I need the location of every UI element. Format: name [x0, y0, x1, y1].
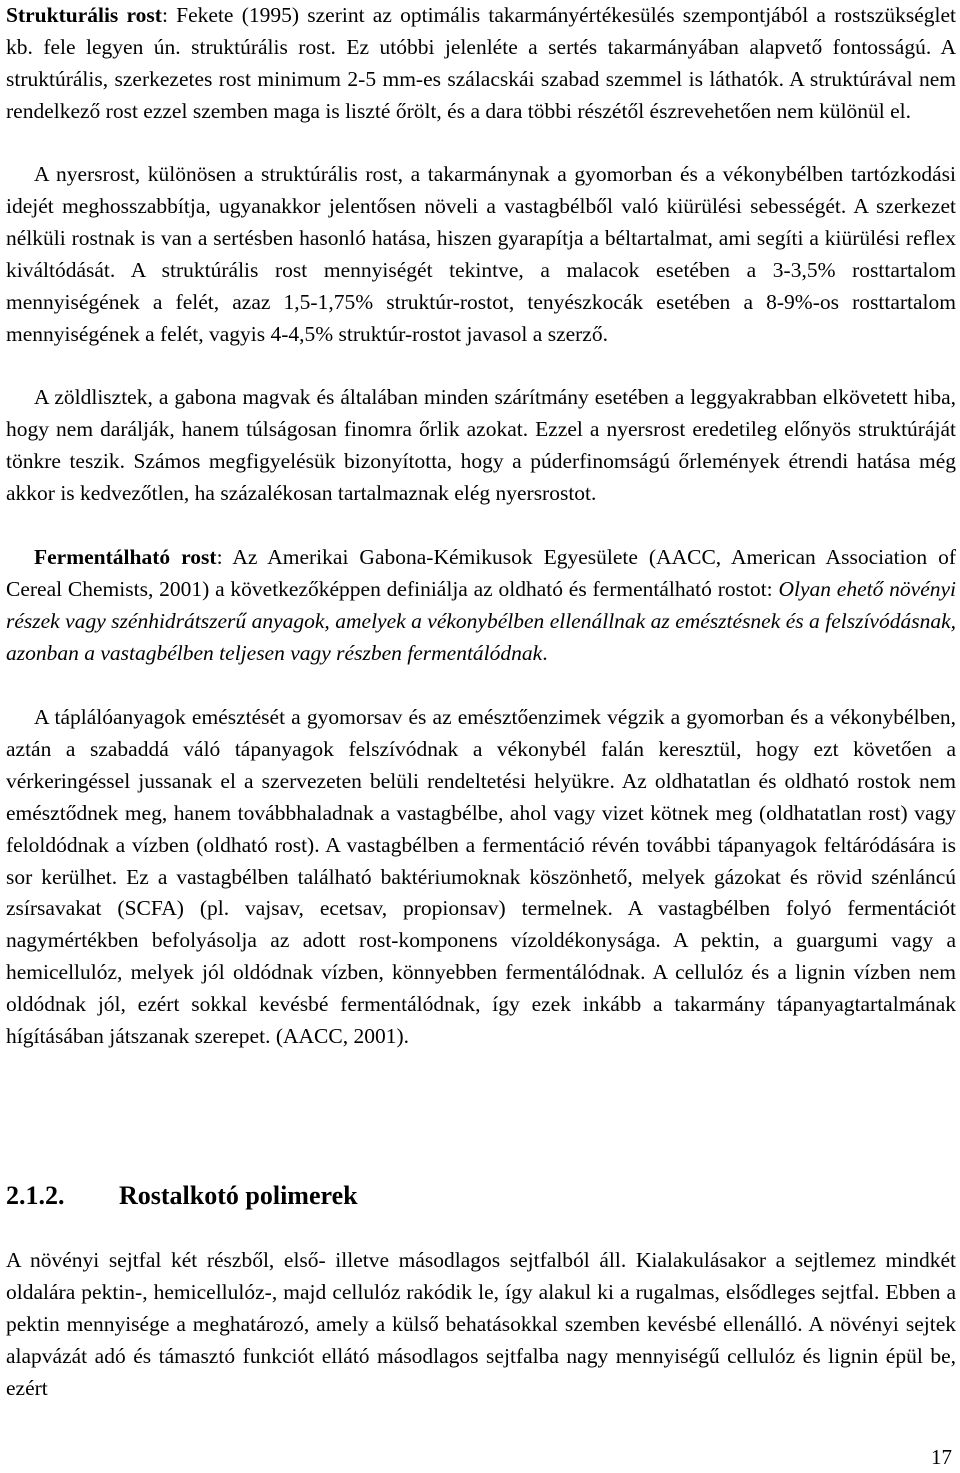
section-heading [6, 1180, 956, 1212]
page-number: 17 [931, 1445, 952, 1469]
paragraph-digestion [6, 702, 956, 1053]
paragraph-text: A növényi sejtfal két részből, első- illetve másodlagos sejtfalból áll. Kialakulásakor a sejtlemez mindkét oldalára pektin-, hemicellulóz-, majd cellulóz rakódik le, így alakul ki a rugalmas, elsődleges sejtfal. Ebben a pektin mennyisége a meghatározó, amely a külső behatásokkal szemben kevésbé ellenálló. A növényi sejtek alapvázát adó és támasztó funkciót ellátó másodlagos sejtfalba nagy mennyiségű cellulóz és lignin épül be, ezért [6, 1248, 956, 1400]
section-number: 2.1.2. [6, 1181, 65, 1210]
paragraph-fermentable-fiber [6, 542, 956, 670]
term-structural-fiber: Strukturális rost [6, 3, 162, 27]
paragraph-green-meal [6, 382, 956, 510]
section-title: Rostalkotó polimerek [119, 1181, 358, 1210]
paragraph-text: A nyersrost, különösen a struktúrális rost, a takarmánynak a gyomorban és a vékonybélben tartózkodási idejét meghosszabbítja, ugyanakkor jelentősen növeli a vastagbélből való kiürülési sebességét. A szerkezet nélküli rostnak is van a sertésben hasonló hatása, hiszen gyarapítja a béltartalmat, ami segíti a kiürülési reflex kiváltódását. A struktúrális rost mennyiségét tekintve, a malacok esetében a 3-3,5% rosttartalom mennyiségének a felét, azaz 1,5-1,75% struktúr-rostot, tenyészkocák esetében a 8-9%-os rosttartalom mennyiségének a felét, vagyis 4-4,5% struktúr-rostot javasol a szerző. [6, 162, 956, 346]
paragraph-tail: . [542, 640, 548, 665]
definition-quote: Olyan ehető növényi részek vagy szénhidrátszerű anyagok, amelyek a vékonybélben ellenállnak az emésztésnek és a felszívódásnak, azonban a vastagbélben teljesen vagy részben fermentálódnak [6, 576, 957, 665]
paragraph-text: : Fekete (1995) szerint az optimális takarmányértékesülés szempontjából a rostszükséglet kb. fele legyen ún. struktúrális rost. Ez utóbbi jelenléte a sertés takarmányában alapvető fontosságú. A struktúrális, szerkezetes rost minimum 2-5 mm-es szálacskái szabad szemmel is láthatók. A struktúrával nem rendelkező rost ezzel szemben maga is liszté őrölt, és a dara többi részétől észrevehetően nem különül el. [6, 3, 957, 123]
paragraph-text: A táplálóanyagok emésztését a gyomorsav és az emésztőenzimek végzik a gyomorban és a vékonybélben, aztán a szabaddá váló tápanyagok felszívódnak a vékonybél falán keresztül, hogy ezt követően a vérkeringéssel jussanak el a szervezeten belüli rendeltetési helyükre. Az oldhatatlan és oldható rostok nem emésztődnek meg, hanem továbbhaladnak a vastagbélbe, ahol vagy vizet kötnek meg (oldhatatlan rost) vagy feloldódnak a vízben (oldható rost). A vastagbélben a fermentáció révén további tápanyagok feltáródására is sor kerülhet. Ez a vastagbélben található baktériumoknak köszönhető, melyek gázokat és rövid szénláncú zsírsavakat (SCFA) (pl. vajsav, ecetsav, propionsav) termelnek. A vastagbélben folyó fermentációt nagymértékben befolyásolja az adott rost-komponens vízoldékonysága. A pektin, a guargumi vagy a hemicellulóz, melyek jól oldódnak vízben, könnyebben fermentálódnak. A cellulóz és a lignin vízben nem oldódnak jól, ezért sokkal kevésbé fermentálódnak, így ezek inkább a takarmány tápanyagtartalmának hígításában játszanak szerepet. (AACC, 2001). [6, 705, 956, 1049]
term-fermentable-fiber: Fermentálható rost [34, 545, 217, 569]
paragraph-crude-fiber [6, 159, 956, 350]
paragraph-structural-fiber [6, 0, 956, 128]
paragraph-text: A zöldlisztek, a gabona magvak és általában minden szárítmány esetében a leggyakrabban elkövetett hiba, hogy nem darálják, hanem túlságosan finomra őrlik azokat. Ezzel a nyersrost eredetileg előnyös struktúráját tönkre teszik. Számos megfigyelésük bizonyította, hogy a púderfinomságú őrlemények étrendi hatása még akkor is kedvezőtlen, ha százalékosan tartalmaznak elég nyersrostot. [6, 385, 956, 505]
paragraph-text: : Az Amerikai Gabona-Kémikusok Egyesülete (AACC, American Association of Cereal Chemists, 2001) a következőképpen definiálja az oldható és fermentálható rostot: [6, 545, 956, 601]
paragraph-cell-wall [6, 1245, 956, 1405]
